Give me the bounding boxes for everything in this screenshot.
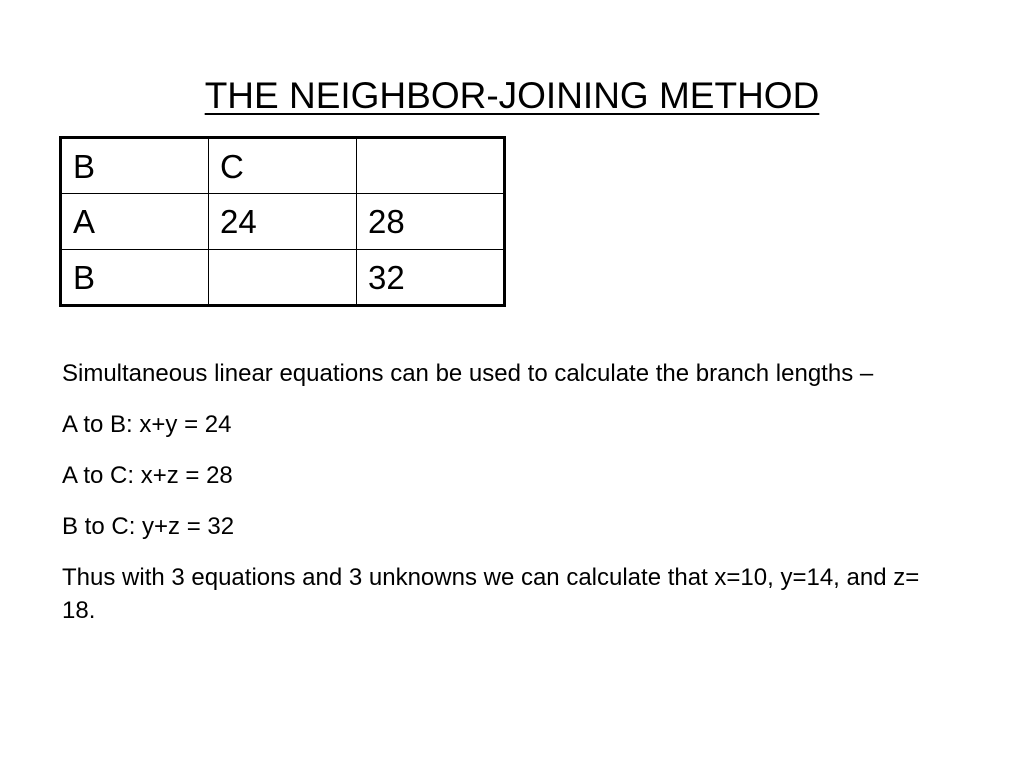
table-cell <box>357 138 505 194</box>
slide-title-text: THE NEIGHBOR-JOINING METHOD <box>204 75 820 116</box>
intro-paragraph: Simultaneous linear equations can be used to calculate the branch lengths – <box>62 360 874 387</box>
body-text <box>62 357 942 645</box>
table-cell: B <box>61 138 209 194</box>
conclusion-paragraph: Thus with 3 equations and 3 unknowns we can calculate that x=10, y=14, and z= 18. <box>62 564 920 624</box>
table-cell: B <box>61 250 209 306</box>
table-cell: 24 <box>209 194 357 250</box>
table-row <box>61 138 505 194</box>
table-cell <box>209 250 357 306</box>
table-row <box>61 250 505 306</box>
distance-table <box>59 136 506 307</box>
equation-b-to-c: B to C: y+z = 32 <box>62 513 235 540</box>
equation-a-to-b: A to B: x+y = 24 <box>62 411 232 438</box>
equation-a-to-c: A to C: x+z = 28 <box>62 462 233 489</box>
table-cell: C <box>209 138 357 194</box>
table-cell: 28 <box>357 194 505 250</box>
table-cell: A <box>61 194 209 250</box>
slide-title <box>0 72 1024 120</box>
table-cell: 32 <box>357 250 505 306</box>
table-row <box>61 194 505 250</box>
